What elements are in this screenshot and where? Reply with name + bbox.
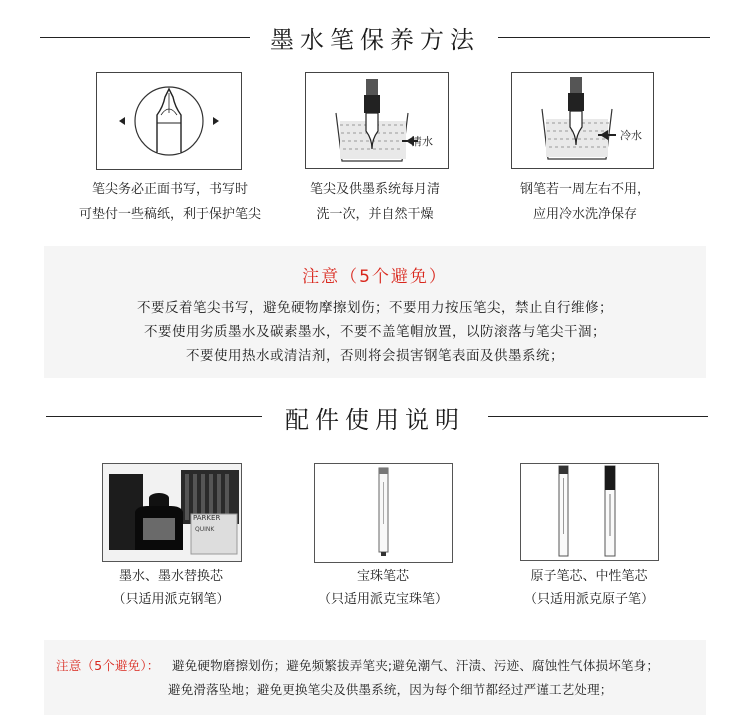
ink-caption — [90, 566, 252, 611]
care-notice-line-1: 不要反着笔尖书写，避免硬物摩擦划伤；不要用力按压笔尖，禁止自行维修； — [137, 300, 613, 316]
ink-bottle-icon — [103, 464, 241, 561]
ink-caption-line2: （只适用派克钢笔） — [112, 592, 230, 607]
ink-brand-small-label: QUINK — [195, 526, 215, 533]
bottom-notice-line-1: 避免硬物磨擦划伤；避免频繁拔弄笔夹;避免潮气、汗渍、污迹、腐蚀性气体损坏笔身； — [172, 658, 660, 673]
nib-front-icon — [97, 73, 241, 169]
ballpoint-caption-line2: （只适用派克原子笔） — [523, 592, 654, 607]
rollerball-refill-photo — [314, 463, 453, 563]
care-section-title: 墨水笔保养方法 — [270, 26, 480, 54]
care-caption-2-line1: 笔尖及供墨系统每月清 — [309, 182, 440, 197]
care-notice-line-3: 不要使用热水或清洁剂，否则将会损害钢笔表面及供墨系统； — [186, 348, 564, 364]
care-caption-2 — [280, 177, 470, 227]
pen-in-cold-water-icon — [512, 73, 653, 168]
bottom-notice-line-2: 避免滑落坠地；避免更换笔尖及供墨系统，因为每个细节都经过严谨工艺处理； — [168, 682, 613, 697]
rollerball-refill-icon — [315, 464, 452, 562]
care-notice-line-2: 不要使用劣质墨水及碳素墨水，不要不盖笔帽放置，以防滚落与笔尖干涸； — [144, 324, 606, 340]
care-caption-3-line1: 钢笔若一周左右不用， — [519, 182, 650, 197]
bottom-notice-panel — [44, 640, 706, 715]
ballpoint-caption-line1: 原子笔芯、中性笔芯 — [530, 569, 648, 584]
care-caption-2-line2: 洗一次，并自然干燥 — [316, 207, 434, 222]
care-caption-3-line2: 应用冷水洗净保存 — [532, 207, 637, 222]
care-caption-1-line2: 可垫付一些稿纸，利于保护笔尖 — [78, 207, 261, 222]
bottom-notice-label: 注意（5个避免）： — [56, 658, 160, 673]
ballpoint-refill-photo — [520, 463, 659, 561]
ink-brand-label: PARKER — [193, 514, 221, 522]
ink-caption-line1: 墨水、墨水替换芯 — [118, 569, 223, 584]
care-caption-3 — [490, 177, 680, 227]
rollerball-caption-line1: 宝珠笔芯 — [356, 569, 409, 584]
ink-product-photo — [102, 463, 242, 562]
cold-water-illustration — [511, 72, 654, 169]
ballpoint-caption — [504, 566, 674, 611]
rollerball-caption-line2: （只适用派克宝珠笔） — [317, 592, 448, 607]
pen-in-water-icon — [306, 73, 448, 168]
care-notice-title: 注意（5个避免） — [302, 267, 448, 287]
accessory-section-title: 配件使用说明 — [285, 406, 465, 434]
nib-usage-illustration — [96, 72, 242, 170]
cold-water-label: 冷水 — [620, 129, 642, 142]
clean-water-illustration — [305, 72, 449, 169]
care-caption-1-line1: 笔尖务必正面书写，书写时 — [91, 182, 248, 197]
care-caption-1 — [60, 177, 280, 227]
rollerball-caption — [300, 566, 466, 611]
ballpoint-refill-icon — [521, 464, 658, 560]
clean-water-label: 清水 — [411, 135, 433, 148]
